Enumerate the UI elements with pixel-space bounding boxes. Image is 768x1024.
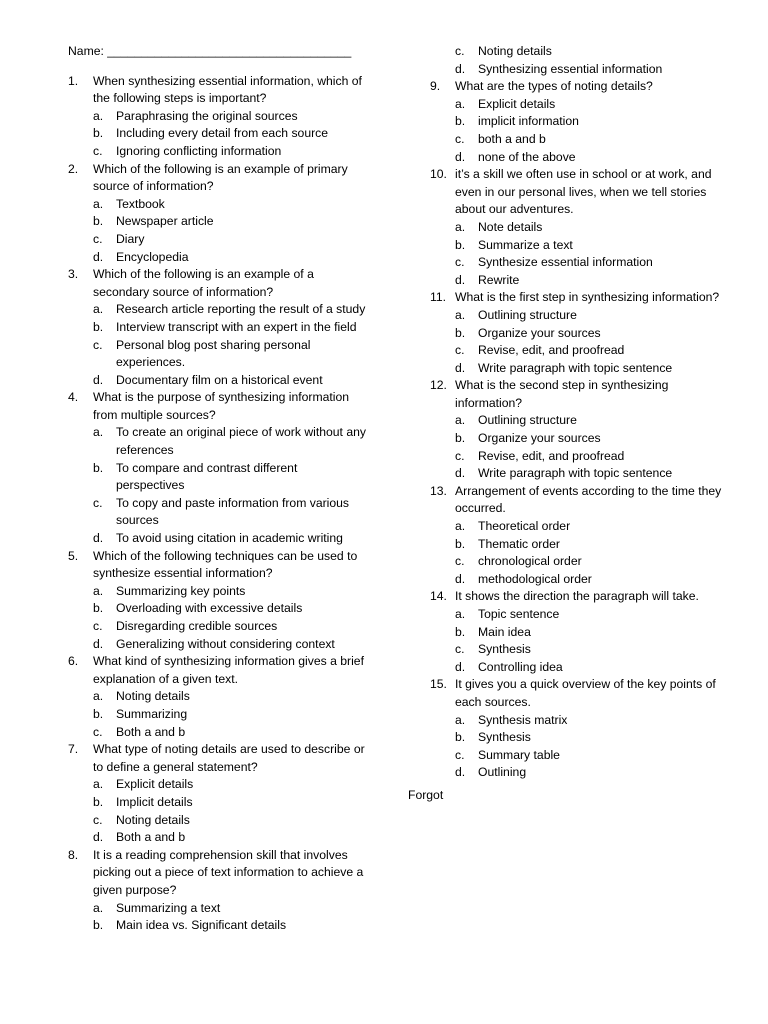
option-text: Explicit details — [478, 96, 556, 111]
option-text: Outlining structure — [478, 307, 577, 322]
question-number: 4. — [68, 390, 79, 405]
answer-option — [455, 96, 730, 114]
answer-option — [455, 571, 730, 589]
question-text: What kind of synthesizing information gives a brief explanation of a given text. — [93, 654, 364, 686]
option-text: Ignoring conflicting information — [116, 143, 282, 158]
option-text: Summary table — [478, 747, 560, 762]
answer-option — [93, 231, 368, 249]
question-item — [430, 588, 730, 676]
option-letter: c. — [93, 231, 103, 246]
option-letter: a. — [455, 413, 466, 428]
right-column — [408, 43, 730, 805]
answer-option — [93, 688, 368, 706]
option-letter: d. — [93, 249, 104, 264]
option-text: Organize your sources — [478, 431, 601, 446]
option-text: Organize your sources — [478, 325, 601, 340]
answer-option — [93, 249, 368, 267]
option-letter: c. — [93, 143, 103, 158]
option-text: Paraphrasing the original sources — [116, 108, 298, 123]
answer-option — [455, 360, 730, 378]
option-text: To avoid using citation in academic writing — [116, 531, 343, 546]
option-letter: a. — [93, 196, 104, 211]
option-letter: a. — [93, 108, 104, 123]
option-letter: d. — [455, 272, 466, 287]
option-letter: a. — [455, 307, 466, 322]
option-letter: b. — [93, 319, 104, 334]
option-text: Personal blog post sharing personal experiences. — [116, 337, 311, 370]
option-text: Thematic order — [478, 536, 560, 551]
continued-options — [430, 43, 730, 78]
answer-option — [455, 113, 730, 131]
question-number: 15. — [430, 677, 447, 692]
option-letter: a. — [455, 519, 466, 534]
answer-option — [93, 618, 368, 636]
option-text: To compare and contrast different perspectives — [116, 460, 298, 493]
question-text: When synthesizing essential information, which of the following steps is important? — [93, 73, 362, 106]
answer-option — [455, 430, 730, 448]
answer-option — [93, 143, 368, 161]
name-field-label: Name: ____________________________________ — [68, 44, 352, 58]
option-text: Rewrite — [478, 272, 520, 287]
option-letter: a. — [93, 777, 104, 792]
answer-option — [93, 900, 368, 918]
option-letter: a. — [93, 900, 104, 915]
option-letter: c. — [455, 448, 465, 463]
question-number: 2. — [68, 161, 79, 176]
question-text: What is the first step in synthesizing information? — [455, 290, 720, 305]
answer-option — [93, 583, 368, 601]
question-text: What type of noting details are used to describe or to define a general statement? — [93, 742, 365, 774]
answer-option — [93, 319, 368, 337]
answer-option — [455, 237, 730, 255]
answer-option — [455, 712, 730, 730]
option-letter: d. — [455, 571, 466, 586]
option-text: Controlling idea — [478, 659, 563, 674]
question-text: What is the second step in synthesizing information? — [455, 378, 669, 410]
option-text: Diary — [116, 231, 145, 246]
question-item — [430, 483, 730, 589]
option-text: Summarizing key points — [116, 583, 246, 598]
answer-option — [93, 776, 368, 794]
question-item — [68, 548, 368, 654]
option-letter: d. — [455, 61, 466, 76]
option-letter: d. — [455, 360, 466, 375]
question-number: 1. — [68, 73, 79, 88]
question-number: 3. — [68, 267, 79, 282]
answer-option — [93, 301, 368, 319]
answer-option — [93, 495, 368, 530]
option-text: Revise, edit, and proofread — [478, 448, 625, 463]
question-text: It shows the direction the paragraph will take. — [455, 589, 699, 604]
option-text: Note details — [478, 219, 543, 234]
option-letter: a. — [93, 583, 104, 598]
option-text: Summarizing a text — [116, 900, 221, 915]
question-number: 6. — [68, 654, 79, 669]
answer-option — [455, 131, 730, 149]
option-text: Synthesis — [478, 642, 531, 657]
answer-option — [455, 342, 730, 360]
question-text: Which of the following techniques can be used to synthesize essential information? — [93, 548, 358, 581]
option-text: none of the above — [478, 149, 576, 164]
question-number: 5. — [68, 548, 79, 563]
answer-option — [455, 43, 730, 61]
answer-option — [93, 372, 368, 390]
option-text: Summarize a text — [478, 237, 573, 252]
answer-option — [93, 706, 368, 724]
option-text: Both a and b — [116, 830, 186, 845]
option-letter: d. — [93, 372, 104, 387]
question-item — [68, 653, 368, 741]
option-letter: d. — [455, 466, 466, 481]
answer-option — [455, 149, 730, 167]
answer-option — [93, 108, 368, 126]
option-text: Newspaper article — [116, 214, 214, 229]
answer-option — [455, 518, 730, 536]
question-item — [430, 289, 730, 377]
answer-option — [455, 61, 730, 79]
question-number: 8. — [68, 847, 79, 862]
question-item — [68, 741, 368, 847]
option-letter: c. — [93, 495, 103, 510]
option-text: both a and b — [478, 131, 546, 146]
question-number: 10. — [430, 167, 447, 182]
option-text: Encyclopedia — [116, 249, 189, 264]
option-text: Write paragraph with topic sentence — [478, 360, 673, 375]
option-letter: a. — [93, 302, 104, 317]
option-text: methodological order — [478, 571, 592, 586]
question-item — [68, 266, 368, 389]
answer-option — [455, 659, 730, 677]
option-text: Explicit details — [116, 777, 194, 792]
option-letter: a. — [455, 607, 466, 621]
question-item — [430, 78, 730, 166]
answer-option — [93, 196, 368, 214]
option-letter: b. — [93, 601, 104, 616]
answer-option — [93, 460, 368, 495]
question-text: Arrangement of events according to the time they occurred. — [455, 483, 722, 516]
answer-option — [455, 553, 730, 571]
answer-option — [93, 600, 368, 618]
question-number: 11. — [430, 290, 447, 305]
answer-option — [93, 724, 368, 742]
question-number: 14. — [430, 589, 447, 604]
question-text: What is the purpose of synthesizing information from multiple sources? — [93, 390, 350, 422]
option-text: Synthesis matrix — [478, 712, 568, 727]
option-letter: d. — [93, 636, 104, 651]
option-text: Outlining structure — [478, 413, 577, 428]
option-letter: c. — [455, 642, 465, 657]
left-column — [68, 43, 368, 935]
option-letter: c. — [93, 337, 103, 352]
answer-option — [455, 747, 730, 765]
option-letter: a. — [93, 689, 104, 704]
question-text: Which of the following is an example of primary source of information? — [93, 161, 348, 194]
option-text: implicit information — [478, 114, 579, 129]
option-text: Research article reporting the result of a study — [116, 302, 366, 317]
question-item — [68, 161, 368, 267]
option-letter: d. — [455, 659, 466, 674]
option-text: Write paragraph with topic sentence — [478, 466, 673, 481]
option-letter: b. — [455, 237, 466, 252]
option-letter: a. — [455, 712, 466, 727]
answer-option — [93, 812, 368, 830]
option-letter: c. — [93, 724, 103, 739]
option-text: To create an original piece of work without any references — [116, 425, 366, 458]
question-item — [68, 73, 368, 161]
option-text: Main idea — [478, 624, 531, 639]
question-number: 13. — [430, 483, 447, 498]
question-number: 7. — [68, 742, 79, 757]
question-item — [430, 166, 730, 289]
answer-option — [93, 636, 368, 654]
footer-note: Forgot — [408, 787, 444, 802]
option-letter: b. — [455, 114, 466, 129]
option-text: Main idea vs. Significant details — [116, 918, 287, 933]
answer-option — [93, 917, 368, 935]
option-text: Implicit details — [116, 794, 193, 809]
question-text: It is a reading comprehension skill that involves picking out a piece of text information to achieve a given purpose? — [93, 847, 364, 897]
option-letter: a. — [455, 96, 466, 111]
option-text: Both a and b — [116, 724, 186, 739]
question-item — [68, 389, 368, 547]
option-letter: b. — [93, 706, 104, 721]
question-item — [430, 676, 730, 782]
option-letter: b. — [455, 431, 466, 446]
question-text: What are the types of noting details? — [455, 79, 653, 94]
option-letter: c. — [455, 44, 465, 58]
option-text: Noting details — [116, 689, 190, 704]
answer-option — [455, 729, 730, 747]
question-item — [68, 847, 368, 935]
option-letter: c. — [455, 747, 465, 762]
answer-option — [455, 764, 730, 782]
left-question-list — [68, 73, 368, 935]
answer-option — [455, 465, 730, 483]
option-letter: b. — [93, 794, 104, 809]
answer-option — [93, 829, 368, 847]
option-letter: b. — [93, 918, 104, 933]
option-text: Summarizing — [116, 706, 188, 721]
option-letter: c. — [455, 255, 465, 270]
answer-option — [93, 424, 368, 459]
answer-option — [455, 219, 730, 237]
option-text: To copy and paste information from various sources — [116, 495, 350, 528]
option-letter: b. — [93, 126, 104, 141]
option-letter: a. — [93, 425, 104, 440]
question-item — [430, 377, 730, 483]
answer-option — [93, 125, 368, 143]
answer-option — [455, 272, 730, 290]
answer-option — [455, 307, 730, 325]
question-number: 12. — [430, 378, 447, 393]
option-text: Synthesizing essential information — [478, 61, 663, 76]
answer-option — [93, 530, 368, 548]
option-text: Disregarding credible sources — [116, 619, 278, 633]
option-text: Outlining — [478, 765, 527, 780]
option-letter: b. — [93, 214, 104, 229]
option-letter: c. — [455, 554, 465, 569]
option-letter: b. — [455, 624, 466, 639]
option-letter: c. — [455, 131, 465, 146]
question-text: It gives you a quick overview of the key points of each sources. — [455, 677, 716, 709]
option-text: Theoretical order — [478, 519, 571, 534]
option-letter: b. — [455, 325, 466, 340]
answer-option — [455, 448, 730, 466]
option-letter: d. — [455, 765, 466, 780]
answer-option — [93, 213, 368, 231]
option-letter: b. — [455, 536, 466, 551]
option-letter: c. — [455, 343, 465, 358]
option-text: Topic sentence — [478, 607, 560, 621]
option-text: Documentary film on a historical event — [116, 372, 323, 387]
option-letter: c. — [93, 812, 103, 827]
answer-option — [455, 254, 730, 272]
option-text: Interview transcript with an expert in the field — [116, 319, 357, 334]
answer-option — [455, 536, 730, 554]
option-letter: d. — [93, 531, 104, 546]
option-letter: c. — [93, 619, 103, 633]
option-text: Synthesize essential information — [478, 255, 653, 270]
answer-option — [455, 325, 730, 343]
answer-option — [455, 606, 730, 624]
answer-option — [93, 337, 368, 372]
option-letter: b. — [93, 460, 104, 475]
option-text: Noting details — [478, 44, 552, 58]
option-letter: a. — [455, 219, 466, 234]
answer-option — [93, 794, 368, 812]
question-text: it’s a skill we often use in school or at work, and even in our personal lives, when we tell stories about our adventures. — [455, 167, 712, 217]
option-letter: b. — [455, 730, 466, 745]
option-text: Overloading with excessive details — [116, 601, 303, 616]
option-text: Generalizing without considering context — [116, 636, 335, 651]
answer-option — [455, 624, 730, 642]
option-text: Textbook — [116, 196, 165, 211]
answer-option — [455, 641, 730, 659]
answer-option — [455, 412, 730, 430]
right-question-list — [430, 78, 730, 782]
option-letter: d. — [455, 149, 466, 164]
option-text: Synthesis — [478, 730, 531, 745]
question-text: Which of the following is an example of a secondary source of information? — [93, 267, 314, 299]
question-number: 9. — [430, 79, 441, 94]
option-letter: d. — [93, 830, 104, 845]
option-text: Noting details — [116, 812, 190, 827]
option-text: Revise, edit, and proofread — [478, 343, 625, 358]
option-text: Including every detail from each source — [116, 126, 329, 141]
option-text: chronological order — [478, 554, 582, 569]
